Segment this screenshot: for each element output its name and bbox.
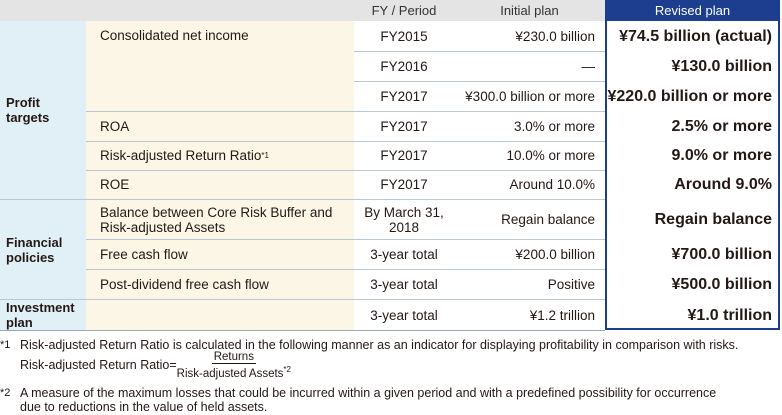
table-bottom-line: [0, 330, 605, 331]
fy-fcf: 3-year total: [370, 246, 438, 262]
revised-cni-2016: ¥130.0 billion: [671, 57, 772, 75]
fy-balance-line-2: 2018: [388, 219, 420, 235]
revised-fcf: ¥700.0 billion: [671, 245, 772, 263]
initial-cni-2016: —: [581, 58, 595, 74]
row-divider: [86, 269, 605, 270]
footnote-1-text: Risk-adjusted Return Ratio is calculated in the following manner as an indicator for displaying profitability in comparison with risks.: [20, 338, 739, 352]
fy-balance: [354, 200, 454, 239]
rarr-footnote-mark: *1: [261, 151, 269, 160]
revised-cni-2015: ¥74.5 billion (actual): [619, 27, 772, 45]
footnote-1-mark: *1: [0, 339, 11, 351]
fy-roa: FY2017: [380, 118, 428, 134]
revised-roe: Around 9.0%: [674, 176, 772, 193]
footnote-2-text-line-1: A measure of the maximum losses that could be incurred within a given period and with a predefined possibility for occurrence: [20, 386, 717, 400]
initial-balance: Regain balance: [501, 212, 595, 227]
revised-pdfcf: ¥500.0 billion: [671, 275, 772, 293]
fy-cni-2016: FY2016: [380, 58, 428, 74]
footnote-1: [0, 336, 782, 380]
item-consolidated-net-income: [86, 21, 354, 111]
fy-pdfcf: 3-year total: [370, 276, 438, 292]
initial-roa: 3.0% or more: [513, 118, 595, 134]
initial-fcf: ¥200.0 billion: [515, 246, 595, 262]
footnote-2-mark: *2: [0, 387, 11, 399]
header-fy-period: FY / Period: [354, 0, 454, 21]
header-revised-plan: Revised plan: [605, 0, 780, 21]
initial-cni-2017: ¥300.0 billion or more: [465, 88, 595, 104]
row-divider: [354, 81, 605, 82]
formula-denominator-mark: *2: [283, 365, 291, 374]
header-initial-plan: Initial plan: [454, 0, 605, 21]
header-blank: [0, 0, 354, 21]
initial-rarr: 10.0% or more: [506, 148, 595, 163]
row-divider: [86, 141, 605, 142]
balance-label-line-1: Balance between Core Risk Buffer and: [100, 204, 333, 220]
balance-label-line-2: Risk-adjusted Assets: [100, 219, 226, 235]
fy-balance-line-1: By March 31,: [364, 204, 444, 220]
footnote-2-text-line-2: due to reductions in the value of held assets.: [20, 400, 268, 414]
fy-cni-2017: FY2017: [380, 88, 428, 104]
fy-cni-2015: FY2015: [380, 28, 428, 44]
formula-numerator: Returns: [213, 351, 254, 363]
row-divider: [86, 170, 605, 171]
initial-cni-2015: ¥230.0 billion: [515, 28, 595, 44]
item-roa: ROA: [86, 111, 354, 141]
footnote-2: [0, 385, 782, 415]
item-risk-adjusted-return-ratio: [86, 141, 354, 170]
item-post-dividend-fcf: Post-dividend free cash flow: [86, 269, 354, 299]
category-financial-policies: Financial policies: [0, 200, 86, 299]
formula-lhs: Risk-adjusted Return Ratio=: [20, 358, 177, 373]
consolidated-net-income-label: Consolidated net income: [100, 28, 249, 43]
revised-balance: Regain balance: [654, 211, 772, 228]
category-profit-targets: Profit targets: [0, 21, 86, 199]
section-divider: [0, 299, 605, 300]
initial-roe: Around 10.0%: [509, 177, 595, 192]
fy-investment: 3-year total: [370, 307, 438, 323]
category-investment-plan: Investment plan: [0, 300, 86, 330]
section-divider: [0, 199, 605, 200]
rarr-formula: [20, 351, 291, 380]
initial-pdfcf: Positive: [547, 276, 595, 292]
item-investment-blank: [86, 300, 354, 330]
revised-rarr: 9.0% or more: [671, 147, 772, 164]
row-divider: [86, 239, 605, 240]
formula-denominator: Risk-adjusted Assets: [176, 367, 284, 380]
row-divider: [86, 111, 605, 112]
initial-investment: ¥1.2 trillion: [529, 307, 595, 323]
revised-roa: 2.5% or more: [671, 117, 772, 135]
revised-investment: ¥1.0 trillion: [687, 306, 772, 324]
fy-rarr: FY2017: [380, 148, 428, 163]
rarr-label: Risk-adjusted Return Ratio: [100, 148, 262, 163]
fy-roe: FY2017: [380, 177, 428, 192]
item-balance: [86, 200, 354, 239]
formula-fraction: [177, 351, 291, 380]
row-divider: [354, 51, 605, 52]
revised-cni-2017: ¥220.0 billion or more: [607, 87, 772, 105]
item-free-cash-flow: Free cash flow: [86, 239, 354, 269]
formula-denominator-wrap: [177, 364, 291, 380]
item-roe: ROE: [86, 170, 354, 199]
